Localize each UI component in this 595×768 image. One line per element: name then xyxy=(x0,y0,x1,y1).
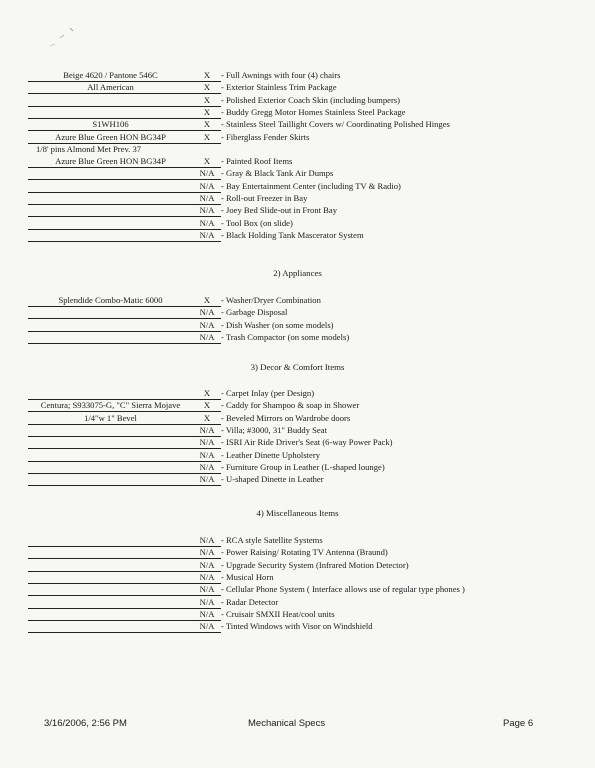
spec-row xyxy=(28,472,583,486)
selection-mark: N/A xyxy=(193,545,221,559)
item-description: - Power Raising/ Rotating TV Antenna (Braund) xyxy=(221,547,388,558)
selection-mark: N/A xyxy=(193,607,221,621)
pen-mark-icon xyxy=(40,22,80,52)
selection-mark: N/A xyxy=(193,305,221,319)
selection-mark: X xyxy=(193,130,221,144)
spec-value xyxy=(28,330,193,344)
item-description: - Cruisair SMXII Heat/cool units xyxy=(221,608,335,619)
item-description: - Cellular Phone System ( Interface allows use of regular type phones ) xyxy=(221,584,465,595)
selection-mark: X xyxy=(193,68,221,82)
spec-value: Azure Blue Green HON BG34P xyxy=(28,154,193,168)
item-description: - Full Awnings with four (4) chairs xyxy=(221,70,341,80)
selection-mark: X xyxy=(193,117,221,131)
spec-value: 1/4"w 1" Bevel xyxy=(28,411,193,425)
item-description: - Bay Entertainment Center (including TV & Radio) xyxy=(221,180,401,191)
spec-value xyxy=(28,472,193,486)
selection-mark: N/A xyxy=(193,460,221,474)
selection-mark: X xyxy=(193,398,221,412)
footer-title: Mechanical Specs xyxy=(248,718,326,729)
selection-mark: N/A xyxy=(193,472,221,486)
selection-mark: X xyxy=(193,105,221,119)
selection-mark: X xyxy=(193,154,221,168)
selection-mark: N/A xyxy=(193,619,221,633)
item-description: - Black Holding Tank Mascerator System xyxy=(221,229,364,240)
item-description: - ISRI Air Ride Driver's Seat (6-way Power Pack) xyxy=(221,437,393,448)
item-description: - Painted Roof Items xyxy=(221,156,293,167)
item-description: - Tool Box (on slide) xyxy=(221,217,293,228)
item-description: - RCA style Satellite Systems xyxy=(221,535,323,545)
selection-mark: N/A xyxy=(193,228,221,242)
item-description: - Exterior Stainless Trim Package xyxy=(221,82,337,93)
footer-timestamp: 3/16/2006, 2:56 PM xyxy=(44,718,127,729)
spec-value xyxy=(28,228,193,242)
selection-mark: N/A xyxy=(193,191,221,205)
selection-mark: X xyxy=(193,386,221,400)
item-description: - Polished Exterior Coach Skin (including bumpers) xyxy=(221,94,401,105)
spec-value: Splendide Combo-Matic 6000 xyxy=(28,293,193,307)
section-heading: 2) Appliances xyxy=(273,268,322,278)
selection-mark: N/A xyxy=(193,330,221,344)
selection-mark: N/A xyxy=(193,448,221,462)
selection-mark: N/A xyxy=(193,533,221,547)
item-description: - Gray & Black Tank Air Dumps xyxy=(221,168,334,179)
item-description: - Radar Detector xyxy=(221,596,279,607)
selection-mark: N/A xyxy=(193,203,221,217)
item-description: - Furniture Group in Leather (L-shaped lounge) xyxy=(221,461,385,472)
footer-page-number: Page 6 xyxy=(503,718,534,729)
selection-mark: N/A xyxy=(193,423,221,437)
selection-mark: N/A xyxy=(193,166,221,180)
selection-mark: N/A xyxy=(193,318,221,332)
selection-mark: N/A xyxy=(193,179,221,193)
selection-mark: X xyxy=(193,93,221,107)
spec-value: S1WH106 xyxy=(28,117,193,131)
spec-value xyxy=(28,619,193,633)
item-description: - Villa; #3000, 31" Buddy Seat xyxy=(221,424,327,435)
spec-value: Beige 4620 / Pantone 546C xyxy=(28,68,193,82)
spec-value: 1/8' pins Almond Met Prev. 37 xyxy=(36,143,142,154)
spec-row xyxy=(28,330,583,344)
spec-value: Centura; S933075-G, "C" Sierra Mojave xyxy=(28,398,193,412)
selection-mark: X xyxy=(193,411,221,425)
spec-value: Azure Blue Green HON BG34P xyxy=(28,130,193,144)
selection-mark: N/A xyxy=(193,558,221,572)
item-description: - Caddy for Shampoo & soap in Shower xyxy=(221,400,360,411)
item-description: - Beveled Mirrors on Wardrobe doors xyxy=(221,412,351,423)
item-description: - Musical Horn xyxy=(221,571,274,582)
item-description: - U-shaped Dinette in Leather xyxy=(221,474,324,485)
section-heading: 4) Miscellaneous Items xyxy=(256,508,339,518)
item-description: - Garbage Disposal xyxy=(221,307,288,318)
selection-mark: N/A xyxy=(193,570,221,584)
item-description: - Washer/Dryer Combination xyxy=(221,295,321,305)
item-description: - Stainless Steel Taillight Covers w/ Coordinating Polished Hinges xyxy=(221,119,450,130)
selection-mark: N/A xyxy=(193,582,221,596)
item-description: - Fiberglass Fender Skirts xyxy=(221,131,310,142)
item-description: - Carpet Inlay (per Design) xyxy=(221,388,315,398)
item-description: - Joey Bed Slide-out in Front Bay xyxy=(221,205,338,216)
spec-value: All American xyxy=(28,80,193,94)
selection-mark: N/A xyxy=(193,216,221,230)
item-description: - Leather Dinette Upholstery xyxy=(221,449,321,460)
item-description: - Dish Washer (on some models) xyxy=(221,319,334,330)
selection-mark: X xyxy=(193,80,221,94)
selection-mark: N/A xyxy=(193,595,221,609)
section-heading: 3) Decor & Comfort Items xyxy=(250,362,345,372)
spec-row xyxy=(28,228,583,242)
item-description: - Roll-out Freezer in Bay xyxy=(221,193,308,203)
selection-mark: N/A xyxy=(193,435,221,449)
item-description: - Tinted Windows with Visor on Windshield xyxy=(221,621,373,632)
item-description: - Upgrade Security System (Infrared Motion Detector) xyxy=(221,559,409,570)
item-description: - Trash Compactor (on some models) xyxy=(221,331,350,342)
item-description: - Buddy Gregg Motor Homes Stainless Steel Package xyxy=(221,106,406,117)
selection-mark: X xyxy=(193,293,221,307)
spec-row xyxy=(28,619,583,633)
